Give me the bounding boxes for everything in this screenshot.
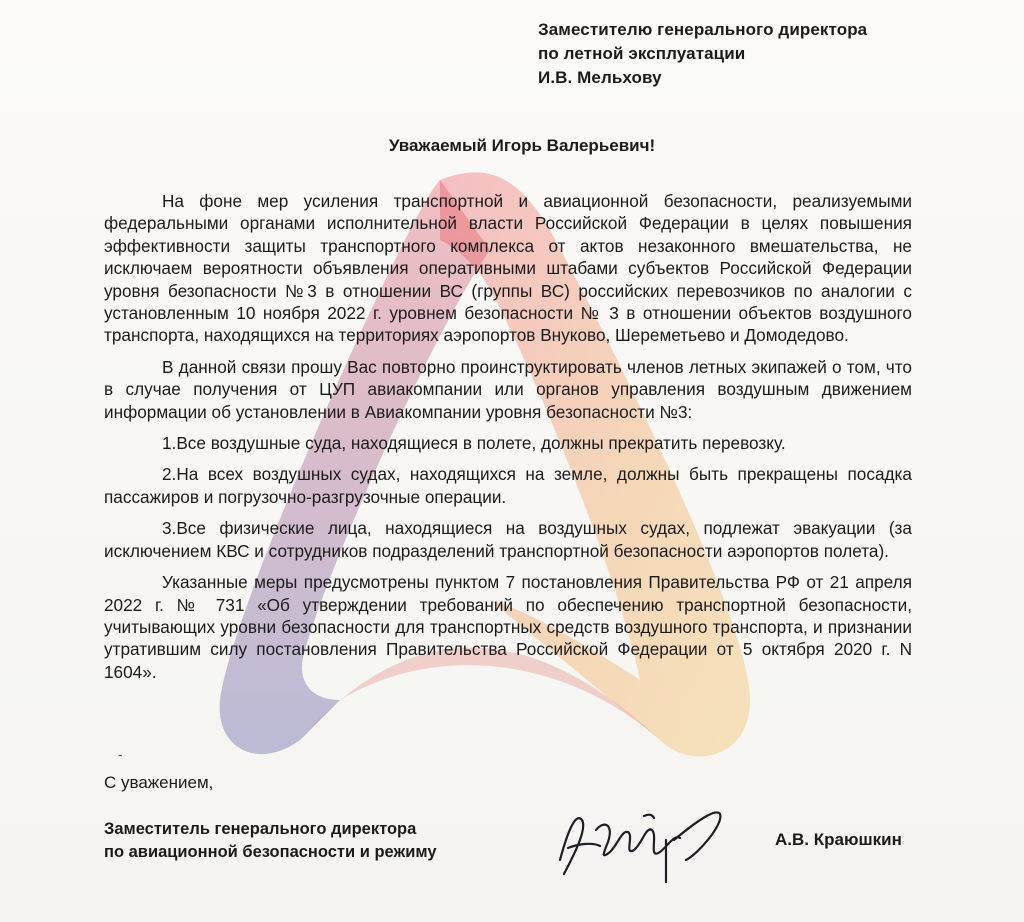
signer-title-line-2: по авиационной безопасности и режиму [104,843,437,861]
paragraph-legal-basis: Указанные меры предусмотрены пунктом 7 постановления Правительства РФ от 21 апреля 2022 г. № 731 «Об утверждении требований по обеспечению транспортной безопасности, учитывающих уровни безопасности для транспортных средств воздушного транспорта, и признании утратившим силу постановления Правительства Российской Федерации от 5 октября 2020 г. N 1604». [104,572,912,682]
signer-title-line-1: Заместитель генерального директора [104,820,417,838]
paragraph-context: На фоне мер усиления транспортной и авиационной безопасности, реализуемыми федеральными органами исполнительной власти Российской Федерации в целях повышения эффективности защиты транспортного комплекса от актов незаконного вмешательства, не исключаем вероятности объявления оперативными штабами субъектов Российской Федерации уровня безопасности №3 в отношении ВС (группы ВС) российских перевозчиков по аналогии с установленным 10 ноября 2022 г. уровнем безопасности № 3 в отношении объектов воздушного транспорта, находящихся на территориях аэропортов Внуково, Шереметьево и Домодедово. [104,191,912,346]
signer-name: А.В. Краюшкин [775,830,902,849]
letter-body [104,190,912,692]
salutation: Уважаемый Игорь Валерьевич! [388,136,656,155]
signer-title [104,818,437,864]
paragraph-request: В данной связи прошу Вас повторно проинструктировать членов летных экипажей о том, что в случае получения от ЦУП авиакомпании или органов управления воздушным движением информации об установлении в Авиакомпании уровня безопасности №3: [104,356,912,422]
addressee-line-1: Заместителю генерального директора [538,20,868,39]
handwritten-signature [548,790,738,900]
dash-mark: - [118,746,123,762]
addressee-name: И.В. Мельхову [538,68,662,87]
addressee-line-2: по летной эксплуатации [538,44,746,63]
list-item-1: 1.Все воздушные суда, находящиеся в полете, должны прекратить перевозку. [162,433,786,454]
addressee-block [538,18,867,90]
list-item-3: 3.Все физические лица, находящиеся на воздушных судах, подлежат эвакуации (за исключением КВС и сотрудников подразделений транспортной безопасности аэропортов полета). [104,518,912,561]
closing-phrase: С уважением, [104,773,214,792]
list-item-2: 2.На всех воздушных судах, находящихся на земле, должны быть прекращены посадка пассажиров и погрузочно-разгрузочные операции. [104,464,912,507]
